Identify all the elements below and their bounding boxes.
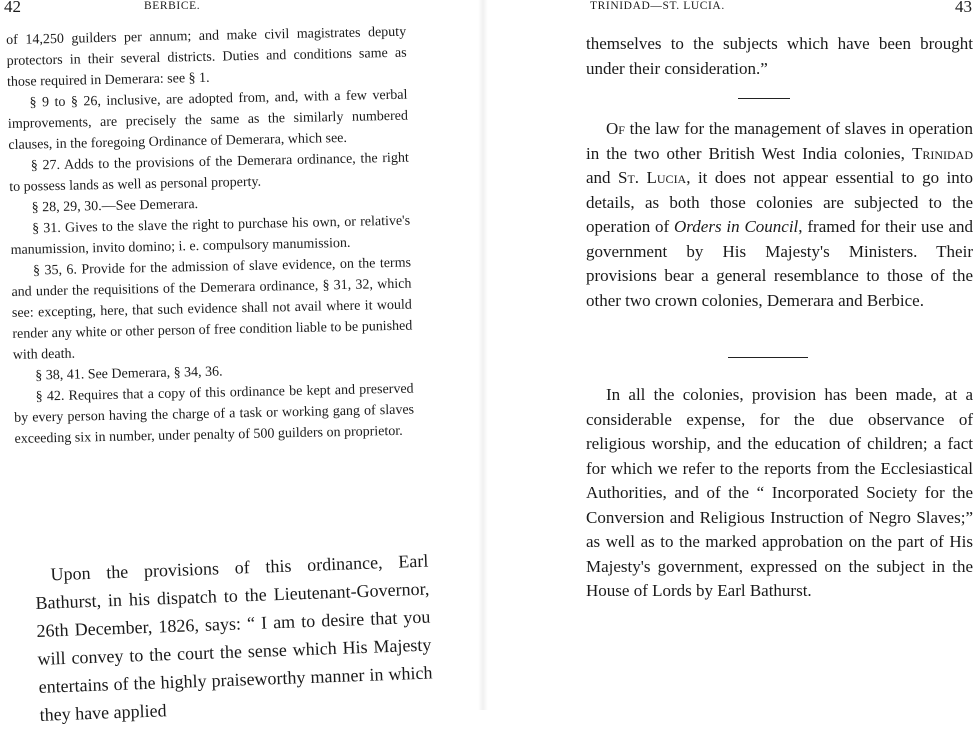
text-segment: the law for the management of slaves in operation in the two other British West India colonies,	[586, 119, 973, 163]
left-page-number: 42	[4, 0, 21, 16]
section-divider	[728, 357, 808, 358]
continuation-paragraph: themselves to the subjects which have been brought under their consideration.”	[586, 34, 973, 78]
left-running-title: BERBICE.	[144, 0, 201, 12]
left-running-head	[4, 0, 464, 22]
right-page	[486, 0, 980, 710]
st-lucia-name: St. Lucia	[618, 168, 687, 187]
right-running-head	[590, 0, 976, 22]
trinidad-st-lucia-paragraph	[586, 117, 973, 313]
summary-paragraph: § 35, 6. Provide for the admission of slave evidence, on the terms and under the requisitions of the Demerara ordinance, § 31, 32, which see: excepting, here, that such evidence shall not avail where it would render any white or other person of free condition liable to be punished with death.	[11, 255, 413, 363]
text-segment: and	[586, 168, 619, 187]
summary-paragraph: § 42. Requires that a copy of this ordinance be kept and preserved by every person having the charge of a task or working gang of slaves exceeding six in number, under penalty of 500 guilders on proprietor.	[13, 381, 415, 447]
summary-paragraph: of 14,250 guilders per annum; and make civil magistrates deputy protectors in their several districts. Duties and conditions same as those required in Demerara: see § 1.	[6, 24, 407, 90]
dropcap-word: Of	[606, 119, 625, 138]
religious-provision-paragraph: In all the colonies, provision has been made, at a considerable expense, for the due observance of religious worship, and the education of children; a fact for which we refer to the reports from the Ecclesiastical Authorities, and of the “ Incorporated Society for the Conversion and Religious Instruction of Negro Slaves;” as well as to the marked approbation on the part of His Majesty's government, expressed on the subject in the House of Lords by Earl Bathurst.	[586, 385, 973, 600]
summary-paragraph: § 28, 29, 30.—See Demerara.	[31, 197, 199, 216]
section-divider	[738, 98, 790, 99]
summary-paragraph: § 31. Gives to the slave the right to purchase his own, or relative's manumission, invito domino; i. e. compulsory manumission.	[10, 213, 411, 258]
trinidad-name: Trinidad	[911, 143, 973, 163]
right-running-title: TRINIDAD—ST. LUCIA.	[590, 0, 725, 12]
left-page	[0, 0, 480, 725]
text-segment: , it does not appear essential to go into details, as both those colonies are subjected to the operation of	[586, 168, 973, 236]
summary-paragraph: § 9 to § 26, inclusive, are adopted from, and, with a few verbal improvements, are precisely the same as the similarly numbered clauses, in the foregoing Ordinance of Demerara, which see.	[7, 87, 409, 153]
summary-paragraph: § 27. Adds to the provisions of the Demerara ordinance, the right to possess lands as well as personal property.	[9, 150, 409, 195]
summary-paragraph: § 38, 41. See Demerara, § 34, 36.	[35, 364, 223, 384]
bathurst-dispatch-paragraph: Upon the provisions of this ordinance, Earl Bathurst, in his dispatch to the Lieutenant-Governor, 26th December, 1826, says: “ I am to desire that you will convey to the court the sense which His Majesty entertains of the highly praiseworthy manner in which they have applied	[35, 550, 433, 725]
ordinance-summary	[6, 22, 415, 450]
text-segment: , framed for their use and government by His Majesty's Ministers. Their provisions bear a general resemblance to those of the other two crown colonies, Demerara and Berbice.	[586, 217, 974, 310]
right-page-number: 43	[955, 0, 972, 16]
orders-in-council: Orders in Council	[674, 217, 799, 236]
